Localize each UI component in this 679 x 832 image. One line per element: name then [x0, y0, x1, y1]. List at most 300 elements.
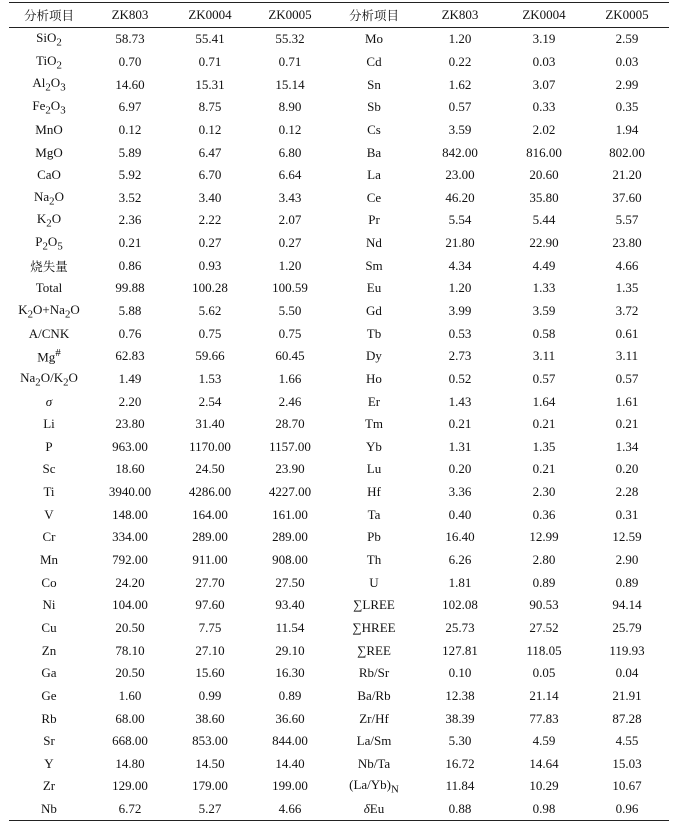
cell-zk0005-right: 2.59 [615, 31, 639, 47]
cell-item-right: Sm [365, 257, 383, 273]
cell-item-left: $Na_2O/K_2O$ [20, 369, 78, 389]
geochemistry-table [9, 2, 669, 821]
cell-zk0005-right: 1.35 [615, 280, 639, 296]
cell-zk0004-left: 0.75 [198, 325, 222, 341]
cell-zk0005-right: 15.03 [612, 755, 642, 771]
cell-zk803-left: 14.60 [115, 76, 145, 92]
cell-item-left: $Na_2O$ [34, 188, 64, 208]
cell-zk0005-right: 2.99 [615, 76, 639, 92]
cell-zk803-right: 842.00 [442, 144, 478, 160]
cell-zk0005-right: 3.72 [615, 303, 639, 318]
cell-zk803-left: 2.20 [118, 393, 142, 409]
cell-zk0004-right: 816.00 [526, 144, 562, 160]
cell-zk0005-right: 0.57 [615, 370, 639, 386]
cell-zk0005-left: 29.10 [275, 642, 305, 658]
cell-item-right: Zr/Hf [359, 710, 389, 726]
cell-zk803-right: 0.21 [448, 416, 472, 432]
cell-item-right: La [367, 167, 381, 183]
cell-zk0004-right: 1.33 [532, 280, 556, 296]
cell-item-left: Zn [41, 642, 57, 658]
cell-zk0004-right: 0.21 [532, 416, 556, 432]
cell-item-left: Ni [42, 597, 56, 613]
cell-zk0005-right: 802.00 [609, 144, 645, 160]
cell-item-left: Ga [41, 665, 57, 681]
cell-zk803-left: 0.70 [118, 53, 142, 69]
cell-zk0005-left: 0.75 [278, 325, 302, 341]
table-row [9, 186, 669, 209]
cell-zk0004-right: 4.49 [532, 257, 556, 273]
cell-zk0005-left: 6.80 [278, 144, 302, 160]
cell-zk803-left: 20.50 [115, 665, 145, 681]
cell-zk0005-right: 4.55 [615, 733, 639, 749]
cell-zk0004-right: 0.57 [532, 370, 556, 386]
cell-zk0005-right: 1.61 [615, 393, 639, 409]
cell-zk803-right: 1.20 [448, 31, 472, 47]
cell-zk0005-left: 0.71 [278, 53, 302, 69]
cell-zk803-left: 5.89 [118, 144, 142, 160]
cell-zk803-left: 129.00 [112, 778, 148, 794]
cell-item-left: Ge [41, 687, 57, 703]
cell-zk0004-left: 97.60 [195, 597, 225, 613]
cell-zk0005-left: 2.46 [278, 393, 302, 409]
cell-zk0004-left: 59.66 [195, 348, 225, 364]
cell-zk0004-right: 0.03 [532, 53, 556, 69]
cell-zk0004-left: 2.54 [198, 393, 222, 409]
cell-zk803-right: 11.84 [445, 778, 475, 794]
cell-zk803-right: 21.80 [445, 235, 475, 251]
cell-item-left: 烧失量 [30, 258, 68, 274]
table-row [9, 685, 669, 708]
cell-zk0004-right: 10.29 [529, 778, 559, 794]
cell-zk0005-right: 21.91 [612, 687, 642, 703]
cell-zk0004-right: 14.64 [529, 755, 559, 771]
table-row [9, 51, 669, 74]
cell-item-left: Zr [42, 778, 56, 794]
cell-zk803-left: 78.10 [115, 642, 145, 658]
cell-item-right: Rb/Sr [358, 665, 390, 681]
cell-zk0004-left: 100.28 [192, 280, 228, 296]
cell-zk803-right: 102.08 [442, 597, 478, 613]
cell-zk803-left: 24.20 [115, 574, 145, 590]
cell-zk0005-left: 1.20 [278, 257, 302, 273]
cell-zk0004-left: 15.60 [195, 665, 225, 681]
cell-zk803-right: 23.00 [445, 167, 475, 183]
cell-zk0005-right: 37.60 [612, 189, 642, 205]
cell-item-left: P [45, 438, 53, 454]
cell-zk0005-right: 0.31 [615, 506, 639, 522]
cell-zk0005-left: 0.12 [278, 121, 302, 137]
cell-item-left: Co [41, 574, 57, 590]
cell-item-left: $P_2O_5$ [35, 233, 63, 253]
cell-zk0004-left: 14.50 [195, 755, 225, 771]
cell-item-left: Li [43, 416, 55, 432]
cell-zk0005-left: 161.00 [272, 506, 308, 522]
cell-item-right: Cd [366, 53, 382, 69]
cell-zk0005-left: 28.70 [275, 416, 305, 432]
cell-item-right: ∑LREE [353, 597, 395, 613]
cell-zk0004-right: 0.33 [532, 99, 556, 115]
cell-item-right: ∑HREE [352, 619, 396, 635]
cell-zk0004-left: 1.53 [198, 370, 222, 386]
cell-zk0004-right: 4.59 [532, 733, 556, 749]
cell-item-right: Pr [368, 212, 380, 228]
cell-zk803-right: 0.22 [448, 53, 472, 69]
cell-zk0005-left: 93.40 [275, 597, 305, 613]
table-row [9, 277, 669, 300]
cell-zk0004-right: 2.80 [532, 552, 556, 568]
cell-zk803-right: 25.73 [445, 619, 475, 635]
cell-zk0005-left: 100.59 [272, 280, 308, 296]
cell-zk0004-right: 22.90 [529, 235, 559, 251]
cell-zk0005-left: 3.43 [278, 189, 302, 205]
cell-zk803-right: 5.54 [448, 212, 472, 228]
cell-zk0005-right: 1.94 [615, 121, 639, 137]
table-row [9, 594, 669, 617]
cell-zk803-right: 0.57 [448, 99, 472, 115]
cell-zk0004-left: 179.00 [192, 778, 228, 794]
cell-zk803-right: 4.34 [448, 257, 472, 273]
cell-zk803-left: 62.83 [115, 348, 145, 364]
cell-item-right: Ba/Rb [357, 687, 391, 703]
cell-zk803-left: 0.12 [118, 121, 142, 137]
cell-zk803-left: 1.60 [118, 687, 142, 703]
cell-zk0004-left: 289.00 [192, 529, 228, 545]
cell-zk803-right: 16.72 [445, 755, 475, 771]
cell-zk0004-right: 0.58 [532, 325, 556, 341]
cell-zk803-left: 99.88 [115, 280, 145, 296]
cell-zk0005-right: 0.61 [615, 325, 639, 341]
cell-zk0004-right: 3.59 [532, 303, 556, 318]
cell-zk0005-left: 8.90 [278, 99, 302, 115]
cell-zk0005-right: 0.89 [615, 574, 639, 590]
cell-zk803-left: 668.00 [112, 733, 148, 749]
table-row [9, 753, 669, 776]
cell-zk0004-left: 6.70 [198, 167, 222, 183]
cell-zk803-left: 104.00 [112, 597, 148, 613]
cell-item-left: MnO [35, 121, 63, 137]
cell-zk803-left: 14.80 [115, 755, 145, 771]
cell-item-right: Sn [367, 76, 381, 92]
table-row [9, 503, 669, 526]
cell-zk803-right: 0.40 [448, 506, 472, 522]
cell-zk0005-left: 11.54 [275, 619, 305, 635]
cell-item-right: Mo [364, 31, 384, 47]
header-zk0004-1: ZK0004 [171, 3, 249, 28]
cell-zk0004-left: 0.99 [198, 687, 222, 703]
table-row [9, 436, 669, 459]
cell-zk0005-left: 0.89 [278, 687, 302, 703]
cell-item-right: Tb [366, 325, 382, 341]
cell-zk0004-left: 0.12 [198, 121, 222, 137]
cell-zk803-right: 0.53 [448, 325, 472, 341]
cell-item-left: $Fe_2O_3$ [32, 97, 66, 117]
cell-zk803-left: 6.97 [118, 99, 142, 115]
cell-zk803-left: 0.21 [118, 235, 142, 251]
cell-zk0004-right: 118.05 [526, 642, 562, 658]
table-row [9, 662, 669, 685]
cell-zk0005-left: 23.90 [275, 461, 305, 477]
cell-zk0004-right: 12.99 [529, 529, 559, 545]
cell-zk803-left: 20.50 [115, 619, 145, 635]
cell-zk0004-right: 1.35 [532, 438, 556, 454]
cell-zk0004-left: 38.60 [195, 710, 225, 726]
cell-item-right: Dy [366, 348, 382, 364]
table-row [9, 730, 669, 753]
cell-item-left: Nb [9, 798, 89, 821]
cell-zk803-right: 46.20 [445, 189, 475, 205]
cell-item-left: σ [45, 393, 53, 409]
cell-zk0005-right: 0.35 [615, 99, 639, 115]
table-row [9, 413, 669, 436]
cell-zk0004-right: 3.19 [532, 31, 556, 47]
cell-zk0004-left: 5.27 [171, 798, 249, 821]
cell-zk803-right: 16.40 [445, 529, 475, 545]
cell-item-right: U [369, 574, 379, 590]
cell-zk0004-left: 0.93 [198, 257, 222, 273]
cell-zk0004-left: 24.50 [195, 461, 225, 477]
cell-zk803-right: 0.88 [417, 798, 503, 821]
cell-zk803-left: 23.80 [115, 416, 145, 432]
table-row [9, 232, 669, 255]
header-zk0005-1: ZK0005 [249, 3, 331, 28]
cell-zk0004-right: 90.53 [529, 597, 559, 613]
cell-zk0004-right: 1.64 [532, 393, 556, 409]
cell-item-left: $Al_2O_3$ [32, 75, 66, 94]
table-body [9, 28, 669, 821]
cell-zk0005-right: 119.93 [609, 642, 645, 658]
cell-zk0004-right: 20.60 [529, 167, 559, 183]
geochem-table-container [9, 2, 669, 821]
cell-item-right: Sb [367, 99, 381, 115]
cell-zk0004-left: 5.62 [198, 303, 222, 318]
cell-item-left: Rb [41, 710, 57, 726]
cell-zk0004-left: 3.40 [198, 189, 222, 205]
cell-zk0004-right: 0.05 [532, 665, 556, 681]
cell-zk0005-left: 27.50 [275, 574, 305, 590]
cell-item-right: Nb/Ta [357, 755, 391, 771]
cell-item-left: V [44, 506, 54, 522]
cell-zk803-right: 3.99 [448, 303, 472, 318]
cell-zk0005-right: 94.14 [612, 597, 642, 613]
cell-zk0005-left: 16.30 [275, 665, 305, 681]
cell-zk803-right: 1.43 [448, 393, 472, 409]
cell-zk0004-left: 31.40 [195, 416, 225, 432]
cell-zk0005-left: 4227.00 [268, 484, 312, 500]
table-row [9, 28, 669, 51]
cell-zk0004-left: 27.10 [195, 642, 225, 658]
cell-zk0005-left: 2.07 [278, 212, 302, 228]
cell-item-right: Th [366, 552, 382, 568]
cell-zk0004-left: 853.00 [192, 733, 228, 749]
table-row [9, 141, 669, 164]
header-analysis-item-1: 分析项目 [9, 3, 89, 28]
cell-zk0005-left: 199.00 [272, 778, 308, 794]
cell-zk0004-left: 2.22 [198, 212, 222, 228]
table-row [9, 617, 669, 640]
cell-item-left: Mg# [37, 347, 61, 365]
cell-zk0005-right: 0.04 [615, 665, 639, 681]
cell-zk803-right: 0.52 [448, 370, 472, 386]
header-zk0004-2: ZK0004 [503, 3, 585, 28]
cell-zk0005-left: 55.32 [275, 31, 305, 47]
table-row [9, 73, 669, 96]
cell-zk803-left: 5.88 [118, 303, 142, 318]
table-row [9, 96, 669, 119]
cell-zk0005-right: 10.67 [612, 778, 642, 794]
table-row [9, 300, 669, 323]
cell-zk0005-left: 15.14 [275, 76, 305, 92]
cell-zk803-right: 12.38 [445, 687, 475, 703]
cell-zk0005-left: 844.00 [272, 733, 308, 749]
cell-zk0004-left: 8.75 [198, 99, 222, 115]
cell-item-right: Hf [367, 484, 381, 500]
header-zk0005-2: ZK0005 [585, 3, 669, 28]
cell-zk803-left: 6.72 [89, 798, 171, 821]
cell-zk0004-left: 0.71 [198, 53, 222, 69]
cell-zk0005-right: 4.66 [615, 257, 639, 273]
cell-item-left: TiO$_2$ [36, 52, 62, 72]
cell-item-left: CaO [37, 167, 61, 183]
table-row [9, 368, 669, 391]
table-row [9, 798, 669, 821]
cell-item-left: A/CNK [28, 325, 70, 341]
table-row [9, 571, 669, 594]
cell-zk803-left: 0.76 [118, 325, 142, 341]
cell-zk0004-left: 7.75 [198, 619, 222, 635]
cell-zk803-right: 1.20 [448, 280, 472, 296]
cell-item-left: Ti [43, 484, 55, 500]
cell-zk803-right: 127.81 [442, 642, 478, 658]
cell-item-left: Sr [43, 733, 55, 749]
cell-zk0005-left: 14.40 [275, 755, 305, 771]
cell-item-left: Cr [42, 529, 56, 545]
table-row [9, 639, 669, 662]
cell-item-right: Pb [367, 529, 381, 545]
cell-zk803-right: 0.10 [448, 665, 472, 681]
cell-zk0004-left: 15.31 [195, 76, 225, 92]
cell-zk0005-left: 0.27 [278, 235, 302, 251]
cell-zk803-left: 334.00 [112, 529, 148, 545]
cell-zk0005-right: 1.34 [615, 438, 639, 454]
cell-zk0004-right: 0.21 [532, 461, 556, 477]
cell-zk0004-right: 3.11 [532, 348, 556, 364]
header-zk803-2: ZK803 [417, 3, 503, 28]
cell-item-right: Ho [366, 370, 382, 386]
cell-item-left: Mn [39, 552, 59, 568]
cell-zk0004-left: 0.27 [198, 235, 222, 251]
cell-zk0005-right: 3.11 [615, 348, 639, 364]
cell-zk803-left: 68.00 [115, 710, 145, 726]
cell-zk0005-right: 25.79 [612, 619, 642, 635]
cell-zk803-left: 148.00 [112, 506, 148, 522]
table-header-row [9, 3, 669, 28]
cell-item-right: δEu [331, 798, 417, 821]
cell-zk0005-right: 2.28 [615, 484, 639, 500]
cell-zk803-left: 18.60 [115, 461, 145, 477]
cell-item-right: Eu [366, 280, 382, 296]
table-row [9, 707, 669, 730]
cell-zk0004-left: 6.47 [198, 144, 222, 160]
cell-zk0004-right: 77.83 [529, 710, 559, 726]
cell-zk803-left: 963.00 [112, 438, 148, 454]
cell-item-left: Cu [41, 619, 57, 635]
cell-item-right: Yb [366, 438, 382, 454]
cell-zk0005-left: 289.00 [272, 529, 308, 545]
cell-item-right: Nd [366, 235, 382, 251]
cell-zk0004-right: 0.36 [532, 506, 556, 522]
cell-zk0004-right: 0.89 [532, 574, 556, 590]
cell-item-left: SiO$_2$ [36, 30, 62, 49]
cell-item-left: Total [35, 280, 63, 296]
cell-zk803-right: 5.30 [448, 733, 472, 749]
cell-item-right: Ba [366, 144, 382, 160]
table-row [9, 209, 669, 232]
cell-zk803-left: 2.36 [118, 212, 142, 228]
cell-zk0005-right: 12.59 [612, 529, 642, 545]
table-row [9, 119, 669, 142]
cell-zk0005-right: 87.28 [612, 710, 642, 726]
cell-zk0005-right: 21.20 [612, 167, 642, 183]
cell-zk0005-left: 908.00 [272, 552, 308, 568]
cell-item-right: Cs [367, 121, 381, 137]
cell-item-right: Gd [366, 303, 382, 318]
cell-zk803-right: 3.59 [448, 121, 472, 137]
table-row [9, 458, 669, 481]
cell-zk803-left: 58.73 [115, 31, 145, 47]
cell-item-left: $K_2O$ [36, 211, 62, 230]
cell-item-left: $K_2O+Na_2O$ [18, 301, 80, 321]
cell-zk0005-right: 5.57 [615, 212, 639, 228]
cell-item-right: Ta [367, 506, 381, 522]
cell-zk0004-right: 3.07 [532, 76, 556, 92]
cell-zk0005-right: 0.21 [615, 416, 639, 432]
table-row [9, 390, 669, 413]
cell-zk0004-right: 21.14 [529, 687, 559, 703]
cell-zk803-left: 3940.00 [108, 484, 152, 500]
cell-zk0004-right: 0.98 [503, 798, 585, 821]
cell-zk0004-left: 4286.00 [188, 484, 232, 500]
header-analysis-item-2: 分析项目 [331, 3, 417, 28]
cell-zk0004-left: 911.00 [192, 552, 228, 568]
cell-zk803-left: 5.92 [118, 167, 142, 183]
cell-zk803-right: 38.39 [445, 710, 475, 726]
cell-zk803-right: 0.20 [448, 461, 472, 477]
cell-zk0005-right: 2.90 [615, 552, 639, 568]
cell-zk803-right: 1.81 [448, 574, 472, 590]
table-row [9, 345, 669, 368]
cell-zk0004-right: 5.44 [532, 212, 556, 228]
cell-zk803-right: 1.31 [448, 438, 472, 454]
table-row [9, 322, 669, 345]
cell-zk0004-left: 1170.00 [189, 438, 231, 454]
cell-zk0004-right: 2.30 [532, 484, 556, 500]
cell-zk803-right: 6.26 [448, 552, 472, 568]
cell-zk0005-left: 5.50 [278, 303, 302, 318]
table-row [9, 526, 669, 549]
table-row [9, 775, 669, 798]
cell-zk803-right: 1.62 [448, 76, 472, 92]
cell-zk0005-right: 0.03 [615, 53, 639, 69]
cell-zk0005-left: 36.60 [275, 710, 305, 726]
table-row [9, 481, 669, 504]
cell-item-right: Lu [366, 461, 382, 477]
cell-zk0005-left: 60.45 [275, 348, 305, 364]
cell-zk0005-left: 4.66 [249, 798, 331, 821]
header-zk803-1: ZK803 [89, 3, 171, 28]
cell-zk0005-left: 1157.00 [269, 438, 311, 454]
cell-item-left: Sc [42, 461, 56, 477]
cell-item-left: MgO [35, 144, 63, 160]
